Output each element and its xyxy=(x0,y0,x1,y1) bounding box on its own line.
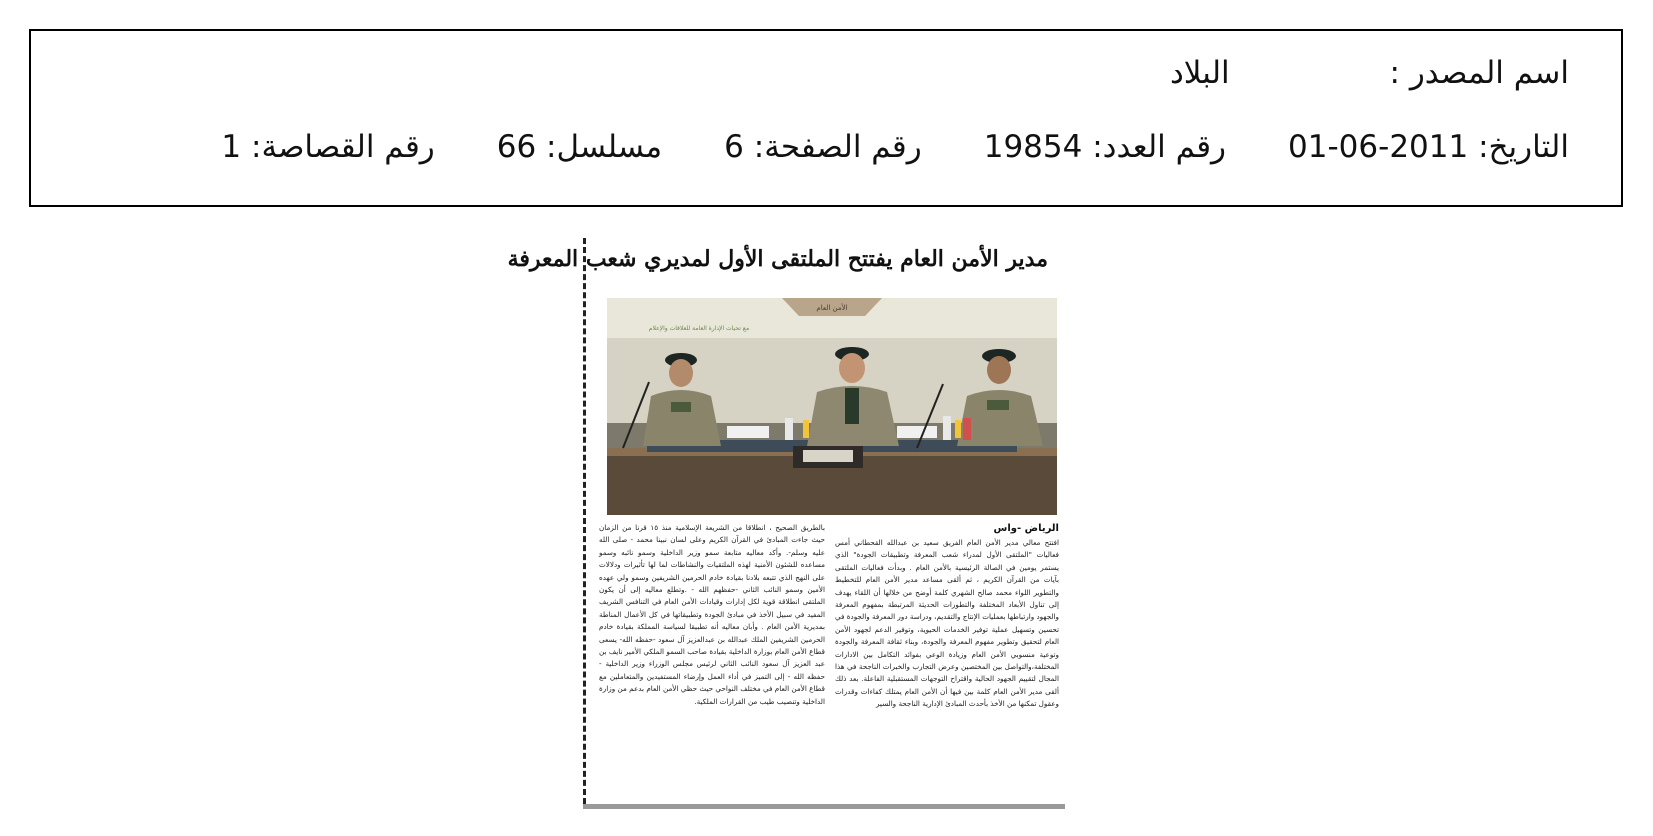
source-row xyxy=(1170,53,1569,93)
clip-cut-line xyxy=(583,238,586,804)
photo-caption-text: مع تحيات الإدارة العامة للعلاقات والإعلام xyxy=(648,325,750,332)
date-value: 2011-06-01 xyxy=(1288,129,1469,165)
article-column-left xyxy=(599,522,825,708)
article-photo xyxy=(607,298,1057,515)
issue-value: 19854 xyxy=(983,129,1083,165)
page-value: 6 xyxy=(724,129,744,165)
newspaper-clipping xyxy=(507,238,1065,806)
clip-item xyxy=(221,127,434,167)
issue-label: رقم العدد: xyxy=(1092,129,1227,165)
metadata-row xyxy=(221,127,1569,167)
article-headline: مدير الأمن العام يفتتح الملتقى الأول لمديري شعب المعرفة xyxy=(507,246,1048,272)
article-body-right: افتتح معالي مدير الأمن العام الفريق سعيد بن عبدالله القحطاني أمس فعاليات "الملتقى الأول لمدراء شعب المعرفة وتطبيقات الجودة" الذي يستمر يومين في الصالة الرئيسية بالأمن العام . وبدأت فعاليات الملتقى بآيات من القرآن الكريم ، ثم ألقى مساعد مدير الأمن العام للتخطيط والتطوير اللواء محمد صالح الشهري كلمة أوضح من خلالها أن اللقاء يهدف إلى تناول الأبعاد المختلفة والتطورات الحديثة المرتبطة بمفهوم المعرفة والجهود وارتباطها بعمليات الإنتاج والتقديم، ودراسة دور المعرفة والجودة في تحسين وتسهيل عملية توفير الخدمات الحيوية، وتوفير الدعم لجهود الأمن العام لتحقيق وتطوير مفهوم المعرفة والجودة، وبناء ثقافة المعرفة والجودة وتوعية منسوبي الأمن العام وزيادة الوعي بفوائد التكامل بين الادارات المختلفة،والتواصل بين المختصين وعرض التجارب والخبرات الناجحة في هذا المجال لتقييم الجهود الحالية واقتراح التوجهات المستقبلية الفاعلة. بعد ذلك ألقى مدير الأمن العام كلمة بين فيها أن الأمن العام يمتلك كفاءات وقدرات وعقول تمكنها من الأخذ بأحدث المبادئ الإدارية الناجحة والسير xyxy=(835,538,1059,709)
article-body-left: بالطريق الصحيح ، انطلاقا من الشريعة الإسلامية منذ ١٥ قرنا من الزمان حيث جاءت المبادئ في القرآن الكريم وعلى لسان نبينا محمد - صلى الله عليه وسلم-. وأكد معاليه متابعة سمو وزير الداخلية وسمو نائبه وسمو مساعده للشئون الأمنية لهذه الملتقيات والنشاطات لما لها تأثيرات ودلالات على النهج الذي تتبعه بلادنا بقيادة خادم الحرمين الشريفين وسمو ولي عهده الأمين وسمو النائب الثاني -حفظهم الله - .وتطلع معاليه إلى أن يكون الملتقى انطلاقة قوية لكل إدارات وقيادات الأمن العام في التنافس الشريف المفيد في سبيل الأخذ في مبادئ الجودة وتطبيقاتها في كل الأعمال المناطة بمديرية الأمن العام . وأبان معاليه أنه تطبيقا لسياسة المملكة بقيادة خادم الحرمين الشريفين الملك عبدالله بن عبدالعزيز آل سعود -حفظه الله- يسعى قطاع الأمن العام بوزارة الداخلية بقيادة صاحب السمو الملكي الأمير نايف بن عبد العزيز آل سعود النائب الثاني لرئيس مجلس الوزراء وزير الداخلية - حفظه الله - إلى التميز في أداء العمل وإرضاء المستفيدين والمتعاملين مع قطاع الأمن العام في مختلف النواحي حيث حظي الأمن العام بدعم من وزارة الداخلية وتنصيب طيب من القرارات الملكية. xyxy=(599,523,825,706)
issue-item xyxy=(984,127,1226,167)
clip-label: رقم القصاصة: xyxy=(251,129,435,165)
article-column-right xyxy=(835,521,1059,711)
source-metadata-box xyxy=(29,29,1623,207)
serial-item xyxy=(497,127,662,167)
date-label: التاريخ: xyxy=(1478,129,1569,165)
serial-label: مسلسل: xyxy=(546,129,663,165)
clip-value: 1 xyxy=(221,129,242,165)
clip-bottom-rule xyxy=(583,804,1065,809)
date-item xyxy=(1288,127,1569,167)
page-label: رقم الصفحة: xyxy=(753,129,922,165)
page-item xyxy=(724,127,922,167)
article-dateline: الرياض -واس xyxy=(993,523,1059,534)
photo-banner-text: الأمن العام xyxy=(816,304,848,312)
source-value: البلاد xyxy=(1169,55,1230,91)
serial-value: 66 xyxy=(496,129,537,165)
source-label: اسم المصدر : xyxy=(1389,55,1569,91)
